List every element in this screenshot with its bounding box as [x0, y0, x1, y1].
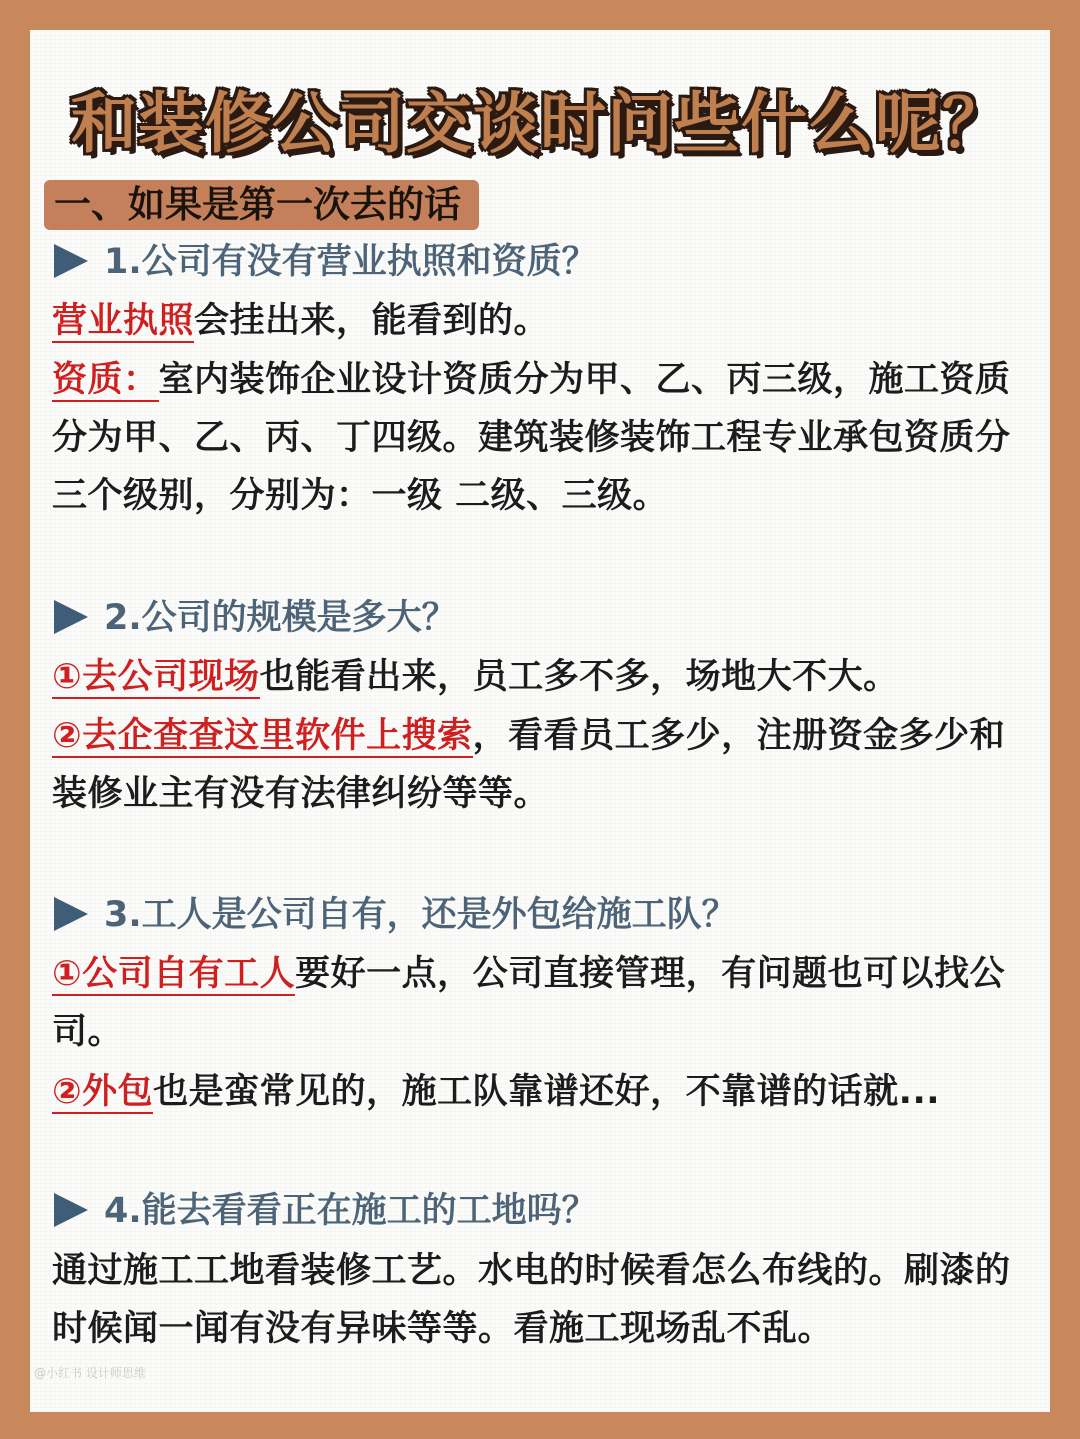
highlight-text: 营业执照 [52, 301, 195, 341]
question-3 [54, 890, 737, 940]
body-text: 会挂出来，能看到的。 [194, 301, 550, 341]
arrow-right-icon [54, 897, 88, 931]
question-1 [54, 237, 597, 287]
highlight-text: ②外包 [52, 1072, 154, 1112]
body-text: ，看看员工多少，注册资金多少和装修业主有没有法律纠纷等等。 [52, 716, 1006, 814]
body-text: 也是蛮常见的，施工队靠谱还好，不靠谱的话就... [153, 1072, 941, 1112]
body-text: 也能看出来，员工多不多，场地大不大。 [259, 657, 899, 697]
section-tag: 一、如果是第一次去的话 [44, 180, 479, 230]
arrow-right-icon [54, 1193, 88, 1227]
question-4 [54, 1186, 597, 1236]
answer-1-line-2 [52, 351, 1012, 525]
highlight-text: 资质： [52, 360, 159, 400]
highlight-text: ①去公司现场 [52, 657, 260, 697]
highlight-text: ①公司自有工人 [52, 954, 296, 994]
content-card [30, 30, 1050, 1412]
arrow-right-icon [54, 244, 88, 278]
answer-3-line-1 [52, 945, 1012, 1061]
arrow-right-icon [54, 600, 88, 634]
body-text: 室内装饰企业设计资质分为甲、乙、丙三级，施工资质分为甲、乙、丙、丁四级。建筑装修装饰工程专业承包资质分三个级别，分别为：一级 二级、三级。 [52, 360, 1011, 516]
question-3-text: 3.工人是公司自有，还是外包给施工队？ [104, 895, 737, 935]
question-4-text: 4.能去看看正在施工的工地吗？ [104, 1191, 597, 1231]
question-2 [54, 593, 457, 643]
answer-1-line-1 [52, 292, 1012, 350]
body-text: 要好一点，公司直接管理，有问题也可以找公司。 [52, 954, 1006, 1052]
answer-3-line-2 [52, 1063, 1012, 1121]
watermark: @小红书 设计师思维 [34, 1366, 146, 1380]
answer-2-line-1 [52, 648, 1012, 706]
answer-2-line-2 [52, 707, 1012, 823]
page-title: 和装修公司交谈时问些什么呢？ [71, 85, 1009, 162]
question-2-text: 2.公司的规模是多大？ [104, 598, 457, 638]
question-1-text: 1.公司有没有营业执照和资质？ [104, 242, 597, 282]
highlight-text: ②去企查查这里软件上搜索 [52, 716, 473, 756]
answer-4-text: 通过施工工地看装修工艺。水电的时候看怎么布线的。刷漆的时候闻一闻有没有异味等等。看施工现场乱不乱。 [52, 1251, 1011, 1349]
